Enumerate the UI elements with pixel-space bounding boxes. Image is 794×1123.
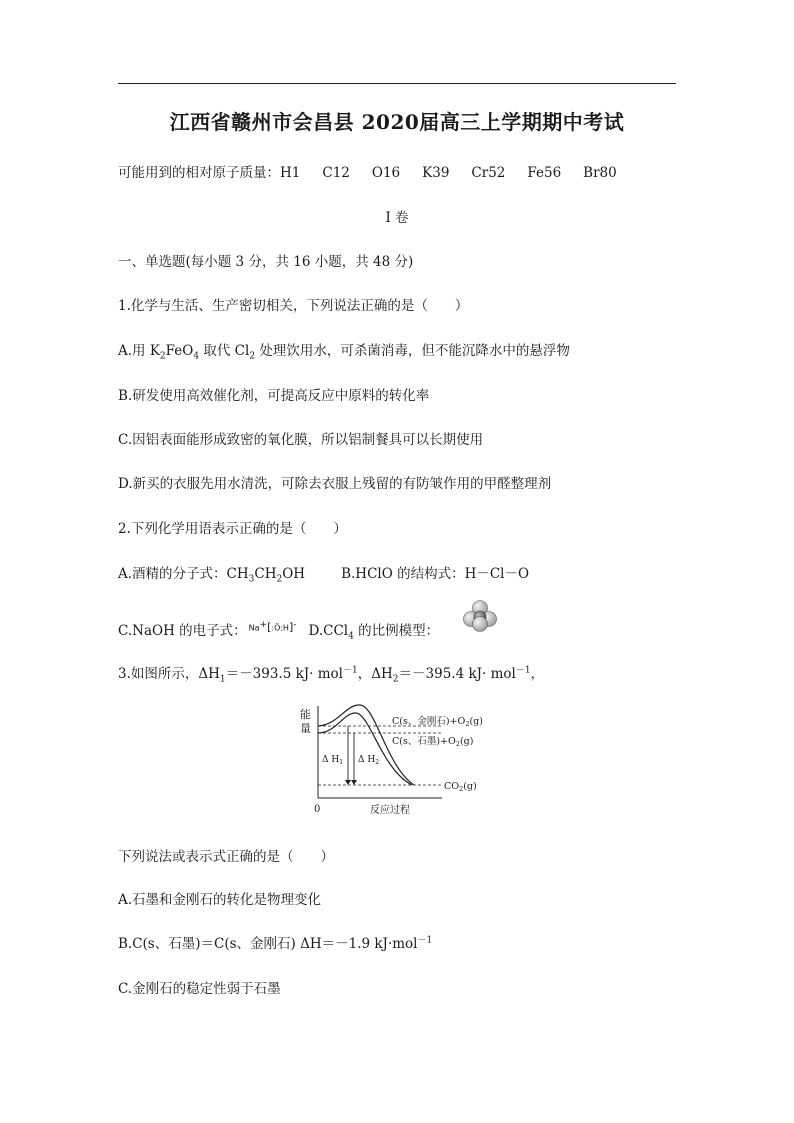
ccl4-space-filling-model [463,600,497,632]
exam-title: 江西省赣州市会昌县 2020届高三上学期期中考试 [169,110,625,134]
q2-options-ab [118,562,529,585]
atomic-masses-label: 可能用到的相对原子质量： [118,165,280,181]
q1-option-c: C.因铝表面能形成致密的氧化膜，所以铝制餐具可以长期使用 [118,432,484,448]
dh1-label: Δ $H_1$ [322,755,344,766]
atomic-mass-item: H1 [280,165,301,181]
q2-option-d: D.CCl$_4$ 的比例模型： [308,623,440,642]
x-axis-label: 反应过程 [370,805,410,816]
q2-option-c: C.NaOH 的电子式： [118,623,247,639]
co2-label: $CO_2(g)$ [444,781,477,793]
q3-option-c: C.金刚石的稳定性弱于石墨 [118,981,281,997]
graphite-label: C(s、石墨)$+O_2(g)$ [392,736,474,748]
naoh-electron-formula: Na+[:Ö:H]- [248,620,297,634]
atomic-mass-item: C12 [322,165,350,181]
origin-label: 0 [314,804,321,815]
q2-options-cd [118,619,439,642]
diamond-label: C(s、金刚石)$+O_2(g)$ [392,716,483,728]
q3-option-a: A.石墨和金刚石的转化是物理变化 [118,892,322,908]
atomic-mass-item: Fe56 [527,165,562,181]
q1-stem: 1.化学与生活、生产密切相关，下列说法正确的是（ ） [118,298,469,314]
q2-option-a: A.酒精的分子式：$CH_3CH_2OH$ [118,566,306,585]
header-rule [118,83,676,84]
q3-question: 下列说法或表示式正确的是（ ） [118,849,334,865]
y-axis-label-1: 能 [300,708,311,721]
atomic-mass-item: Cr52 [471,165,506,181]
q1-option-a: A.用 $K_2FeO_4$ 取代 $Cl_2$ 处理饮用水，可杀菌消毒，但不能沉降水中的悬浮物 [118,343,570,362]
dh2-label: Δ $H_2$ [358,755,380,766]
q2-stem: 2.下列化学用语表示正确的是（ ） [118,521,347,537]
atomic-mass-item: Br80 [583,165,617,181]
atomic-masses-line [118,161,617,181]
q1-option-b: B.研发使用高效催化剂，可提高反应中原料的转化率 [118,388,430,404]
atomic-mass-item: O16 [371,165,401,181]
energy-diagram [292,700,518,818]
section-heading: 一、单选题(每小题 3 分，共 16 小题，共 48 分) [118,254,414,270]
y-axis-label-2: 量 [300,722,311,735]
q1-option-d: D.新买的衣服先用水清洗，可除去衣服上残留的有防皱作用的甲醛整理剂 [118,476,552,492]
atomic-mass-item: K39 [422,165,450,181]
q3-stem: 3.如图所示，$\Delta H_1=-393.5$ kJ· mol$^{-1}$，$\Delta H_2=-395.4$ kJ· mol$^{-1}$， [118,665,545,685]
volume-heading: I 卷 [385,210,409,226]
q3-option-b: B.C(s、石墨)＝C(s、金刚石) ΔH＝－1.9 kJ·mol$^{-1}$ [118,935,433,952]
q2-option-b: B.HClO 的结构式：H－Cl－O [341,566,530,582]
